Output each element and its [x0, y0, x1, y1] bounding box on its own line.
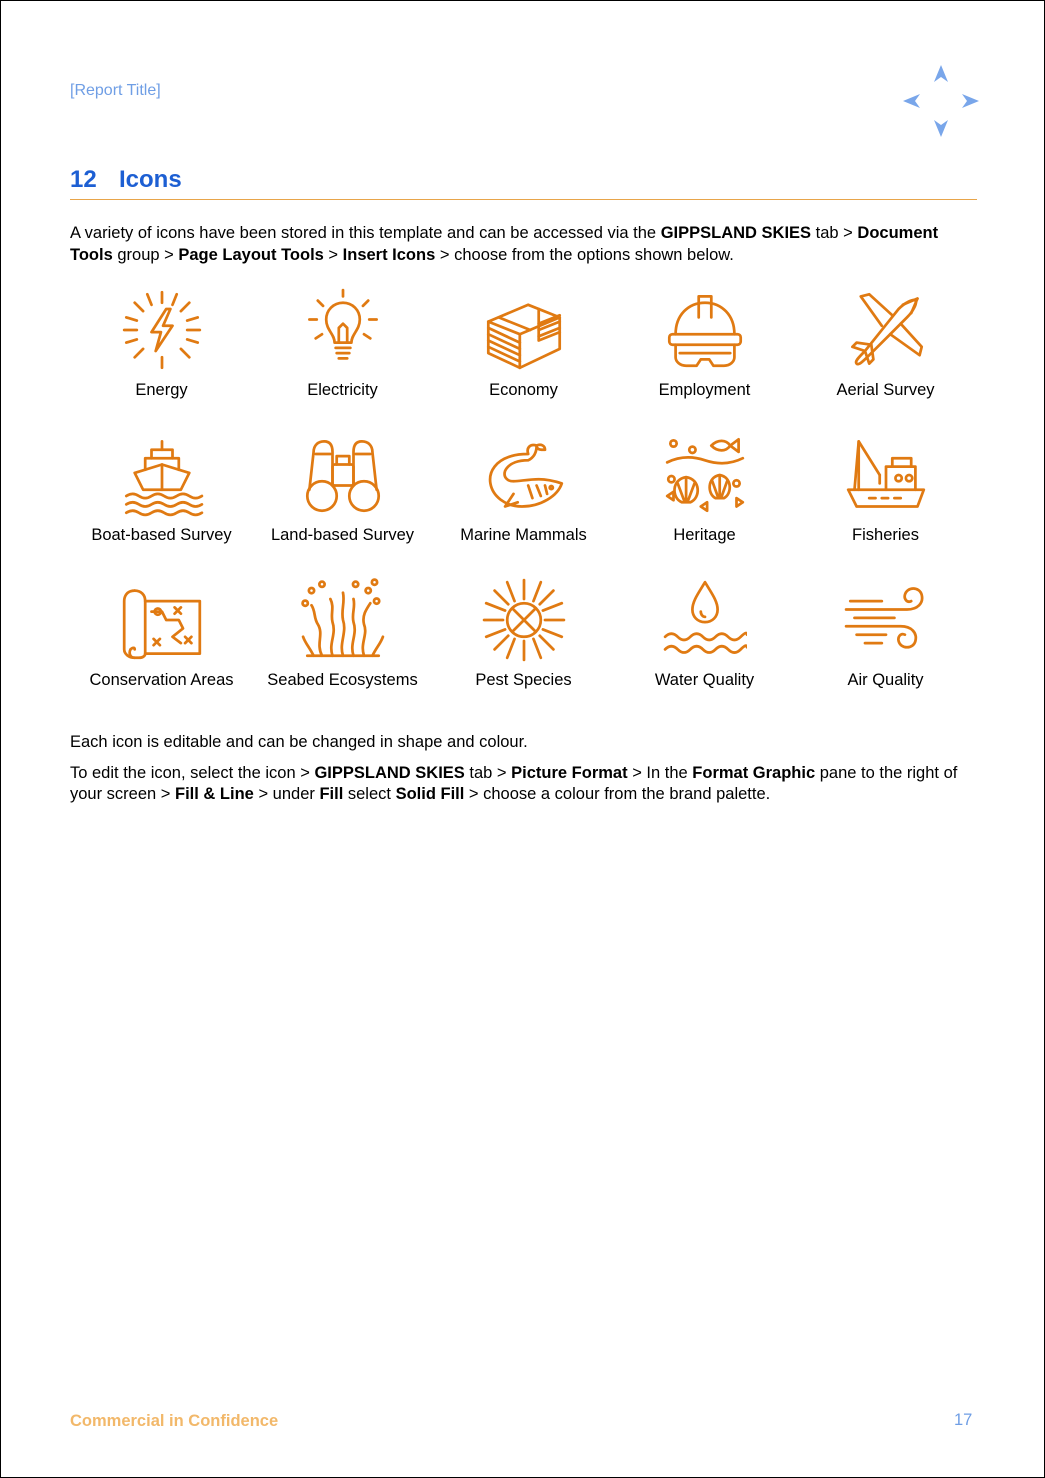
text-run: > In the: [627, 764, 693, 782]
edit-instructions: [70, 763, 975, 805]
footer-confidentiality: Commercial in Confidence: [70, 1412, 279, 1430]
bold-run: Format Graphic: [692, 764, 816, 782]
sea-urchin-icon: [482, 578, 566, 662]
bold-run: Picture Format: [511, 764, 628, 782]
icon-cell-aerial-survey: [795, 284, 976, 429]
icon-label: Land-based Survey: [270, 526, 415, 544]
lightbulb-icon: [301, 288, 385, 372]
bold-run: Document Tools: [70, 224, 939, 264]
section-number: 12: [70, 166, 97, 193]
ship-icon: [120, 433, 204, 517]
page-number: 17: [954, 1411, 973, 1429]
text-run: select: [343, 785, 396, 803]
section-title: Icons: [119, 166, 182, 193]
icon-label: Aerial Survey: [836, 381, 935, 399]
icon-cell-fisheries: [795, 429, 976, 574]
text-run: > choose a colour from the brand palette.: [464, 785, 771, 803]
icon-label: Pest Species: [475, 671, 572, 689]
icon-cell-land-based-survey: [252, 429, 433, 574]
map-icon: [120, 578, 204, 662]
brand-logo: [903, 65, 979, 137]
text-run: > under: [253, 785, 320, 803]
icon-cell-pest-species: [433, 574, 614, 719]
icon-cell-air-quality: [795, 574, 976, 719]
bold-run: GIPPSLAND SKIES: [314, 764, 465, 782]
whale-icon: [482, 433, 566, 517]
hard-hat-icon: [663, 288, 747, 372]
text-run: tab >: [811, 224, 858, 242]
text-run: >: [323, 246, 343, 264]
icon-label: Seabed Ecosystems: [267, 671, 418, 689]
bold-run: Page Layout Tools: [178, 246, 324, 264]
text-run: Each icon is editable and can be changed in shape and colour.: [70, 733, 528, 751]
shells-icon: [663, 433, 747, 517]
icon-cell-electricity: [252, 284, 433, 429]
icon-grid: [71, 284, 976, 719]
bold-run: Insert Icons: [342, 246, 436, 264]
icon-label: Fisheries: [852, 526, 919, 544]
icon-label: Boat-based Survey: [91, 526, 232, 544]
bold-run: Fill & Line: [175, 785, 254, 803]
icon-label: Air Quality: [847, 671, 924, 689]
bold-run: Solid Fill: [395, 785, 465, 803]
editable-note: [70, 732, 975, 753]
report-title: [Report Title]: [70, 82, 161, 99]
icon-cell-boat-based-survey: [71, 429, 252, 574]
plane-icon: [844, 288, 928, 372]
text-run: To edit the icon, select the icon >: [70, 764, 315, 782]
money-stack-icon: [482, 288, 566, 372]
energy-icon: [120, 288, 204, 372]
seaweed-icon: [301, 578, 385, 662]
binoculars-icon: [301, 433, 385, 517]
bold-run: Fill: [319, 785, 344, 803]
icon-label: Employment: [658, 381, 751, 399]
text-run: group >: [112, 246, 179, 264]
text-run: A variety of icons have been stored in this template and can be accessed via the: [70, 224, 661, 242]
text-run: pane to the right of your screen >: [70, 764, 958, 803]
text-run: tab >: [464, 764, 512, 782]
icon-cell-energy: [71, 284, 252, 429]
icon-cell-heritage: [614, 429, 795, 574]
icon-label: Energy: [135, 381, 188, 399]
water-drop-icon: [663, 578, 747, 662]
wind-icon: [844, 578, 928, 662]
icon-label: Economy: [489, 381, 558, 399]
icon-cell-marine-mammals: [433, 429, 614, 574]
fishing-boat-icon: [844, 433, 928, 517]
icon-cell-employment: [614, 284, 795, 429]
icon-label: Conservation Areas: [89, 671, 234, 689]
icon-label: Water Quality: [654, 671, 755, 689]
icon-label: Marine Mammals: [460, 526, 587, 544]
icon-label: Heritage: [673, 526, 736, 544]
icon-label: Electricity: [307, 381, 378, 399]
icon-cell-water-quality: [614, 574, 795, 719]
text-run: > choose from the options shown below.: [435, 246, 734, 264]
bold-run: GIPPSLAND SKIES: [660, 224, 812, 242]
icon-cell-economy: [433, 284, 614, 429]
icon-cell-seabed-ecosystems: [252, 574, 433, 719]
icon-cell-conservation-areas: [71, 574, 252, 719]
intro-paragraph: [70, 222, 980, 266]
section-heading: [70, 163, 977, 200]
